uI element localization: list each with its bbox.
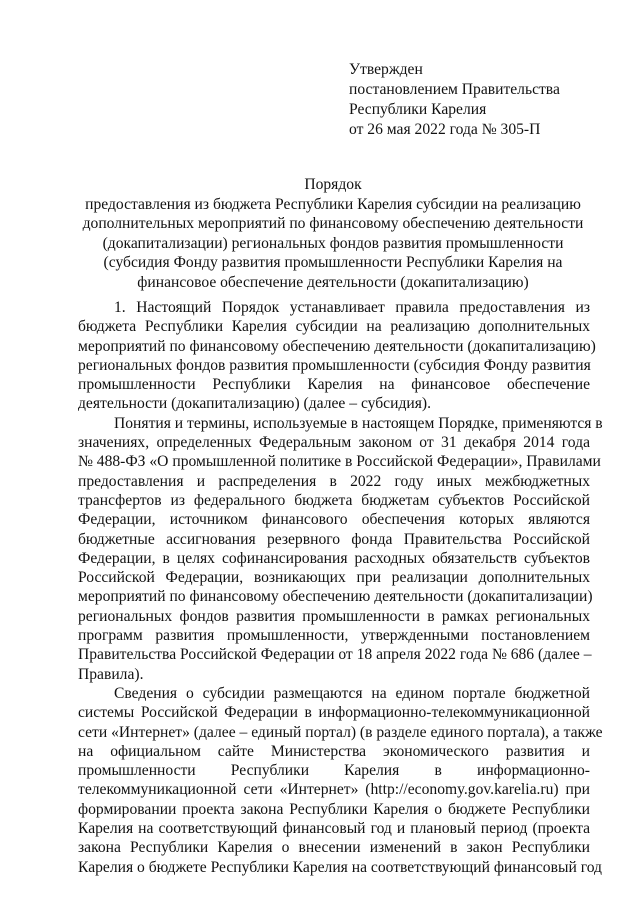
text-line: региональных фондов развития промышленности в рамках региональных [78, 607, 590, 625]
text-line: Карелия на соответствующий финансовый год и плановый период (проекта [78, 820, 590, 838]
paragraph [78, 414, 603, 684]
text-line: мероприятий по финансовому обеспечению деятельности (докапитализации) [78, 588, 593, 606]
text-line: мероприятий по финансовому обеспечению деятельности (докапитализацию) [78, 337, 596, 355]
text-line: телекоммуникационной сети «Интернет» (http://economy.gov.karelia.ru) при [78, 781, 590, 799]
text-line: Понятия и термины, используемые в настоящем Порядке, применяются в [114, 414, 603, 432]
heading-line: предоставления из бюджета Республики Карелия субсидии на реализацию [85, 195, 581, 213]
text-line: закона Республики Карелия о внесении изменений в закон Республики [78, 839, 590, 857]
text-line: Федерации, в целях софинансирования расходных обязательств субъектов [78, 549, 590, 567]
approval-line: Утвержден [349, 61, 423, 78]
text-line: Правила). [78, 665, 144, 683]
text-line: промышленности Республики Карелия на финансовое обеспечение [78, 376, 590, 394]
text-line: Карелия о бюджете Республики Карелия на соответствующий финансовый год [78, 858, 602, 876]
text-line: Правительства Российской Федерации от 18 апреля 2022 года № 686 (далее – [78, 646, 592, 664]
approval-line: Республики Карелия [349, 101, 487, 118]
approval-stamp [349, 60, 609, 140]
text-line: на официальном сайте Министерства экономического развития и [78, 742, 590, 760]
heading-line: (субсидия Фонду развития промышленности Республики Карелия на [103, 254, 563, 271]
text-line: Сведения о субсидии размещаются на едином портале бюджетной [114, 684, 590, 702]
approval-line: постановлением Правительства [349, 81, 560, 98]
paragraph [78, 298, 596, 414]
text-line: региональных фондов развития промышленности (субсидия Фонду развития [78, 356, 591, 374]
text-line: программ развития промышленности, утвержденными постановлением [78, 627, 590, 645]
text-line: бюджета Республики Карелия субсидии на реализацию дополнительных [78, 318, 590, 336]
text-line: Российской Федерации, возникающих при реализации дополнительных [78, 569, 590, 587]
text-line: Федерации, источником финансового обеспечения которых являются [78, 511, 590, 529]
paragraph [78, 684, 603, 877]
text-line: № 488-ФЗ «О промышленной политике в Российской Федерации», Правилами [78, 453, 601, 471]
text-line: бюджетные ассигнования резервного фонда Правительства Российской [78, 530, 590, 548]
heading-line: дополнительных мероприятий по финансовому обеспечению деятельности [82, 215, 584, 232]
text-line: системы Российской Федерации в информационно-телекоммуникационной [78, 704, 590, 722]
text-line: деятельности (докапитализацию) (далее – субсидия). [78, 395, 431, 413]
approval-line: от 26 мая 2022 года № 305-П [349, 121, 541, 138]
document-body [78, 298, 603, 877]
text-line: сети «Интернет» (далее – единый портал) (в разделе единого портала), а также [78, 723, 603, 741]
text-line: 1. Настоящий Порядок устанавливает правила предоставления из [114, 299, 590, 316]
text-line: трансфертов из федерального бюджета бюджетам субъектов Российской [78, 491, 590, 509]
document-title: Порядок [304, 176, 362, 193]
heading-line: финансовое обеспечение деятельности (докапитализацию) [137, 273, 529, 291]
document-heading [78, 175, 588, 292]
text-line: промышленности Республики Карелия в информационно- [78, 762, 590, 780]
text-line: значениях, определенных Федеральным законом от 31 декабря 2014 года [78, 434, 590, 452]
text-line: формировании проекта закона Республики Карелия о бюджете Республики [78, 800, 590, 818]
heading-line: (докапитализации) региональных фондов развития промышленности [102, 234, 564, 252]
text-line: предоставления и распределения в 2022 году иных межбюджетных [78, 472, 590, 490]
